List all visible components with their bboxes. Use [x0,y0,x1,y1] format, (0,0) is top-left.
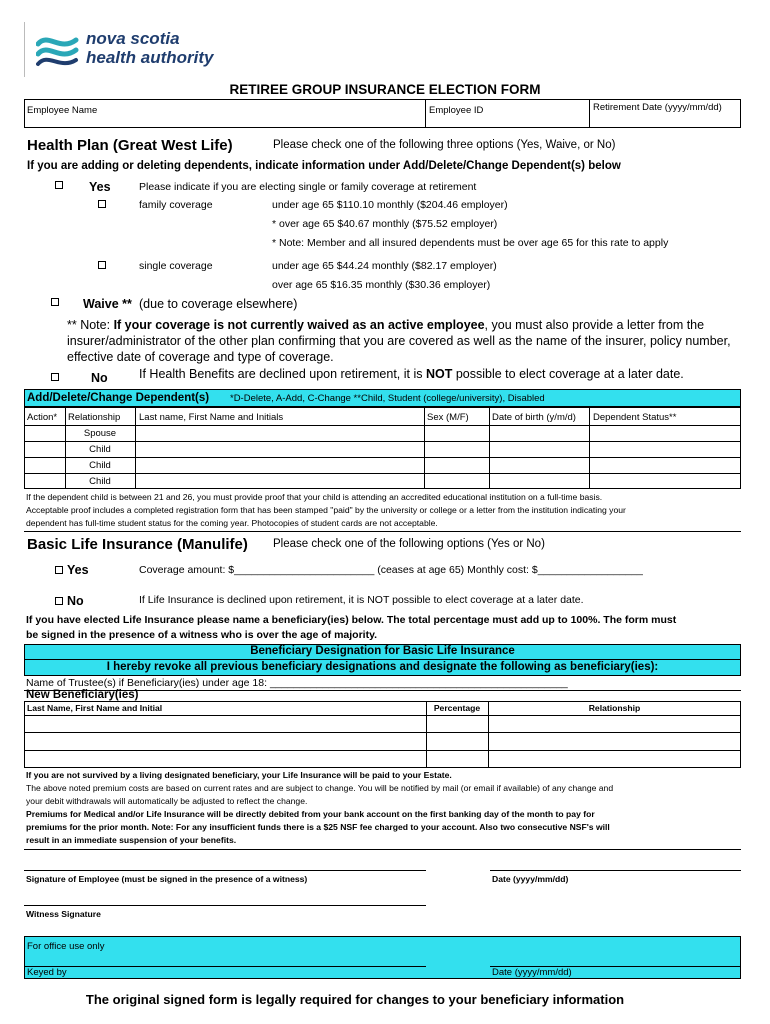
health-no-checkbox[interactable] [51,373,59,381]
dependents-footnote2: Acceptable proof includes a completed registration form that has been stamped "paid" by the university or college or a letter from the institution indicating your [26,505,626,515]
life-no-label: No [67,594,84,608]
table-row: Spouse [83,428,117,439]
beneficiary-revoke: I hereby revoke all previous beneficiary designations and designate the following as beneficiary(ies): [106,661,659,673]
employee-name-field[interactable]: Employee Name [27,105,98,116]
waive-note-prefix: ** Note: [67,318,114,332]
date-signature-line[interactable] [490,870,741,871]
logo [24,22,214,80]
life-no-checkbox[interactable] [55,597,63,605]
health-plan-heading: Health Plan (Great West Life) [27,137,233,154]
ben-col-relationship: Relationship [588,703,641,713]
divider [24,849,741,850]
dependents-footnote1: If the dependent child is between 21 and 26, you must provide proof that your child is attending an accredited educational institution on a full-time basis. [26,492,603,502]
family-coverage-checkbox[interactable] [98,200,106,208]
health-no-label: No [91,371,108,385]
col-name: Last name, First Name and Initials [139,412,284,423]
family-rate-under65: under age 65 $110.10 monthly ($204.46 employer) [272,199,508,211]
divider [24,457,741,458]
single-rate-over65: over age 65 $16.35 monthly ($30.36 employer) [272,279,491,291]
dependents-legend: *D-Delete, A-Add, C-Change **Child, Student (college/university), Disabled [230,393,545,404]
col-status: Dependent Status** [593,412,677,423]
col-action: Action* [27,412,58,423]
waive-note-line1 [67,318,704,332]
no-desc-bold: NOT [425,367,453,381]
divider [24,531,741,532]
health-plan-instruction: Please check one of the following three options (Yes, Waive, or No) [273,139,616,151]
divider [589,99,590,128]
divider [24,659,741,660]
trustee-field[interactable]: Name of Trustee(s) if Beneficiary(ies) under age 18: ___________________________________________________ [26,677,568,689]
divider [24,750,741,751]
health-waive-desc: (due to coverage elsewhere) [139,297,298,311]
divider [589,407,590,489]
table-row: Child [89,460,111,471]
dependents-footnote3: dependent has full-time student status for the coming year. Photocopies of student cards are not acceptable. [26,518,438,528]
waive-note-line2: insurer/administrator of the other plan confirming that you are covered as well as the name of the insurer, policy number, [67,334,731,348]
single-coverage-checkbox[interactable] [98,261,106,269]
health-yes-desc: Please indicate if you are electing single or family coverage at retirement [139,181,477,193]
logo-line1: nova scotia [86,29,180,48]
beneficiary-note1: If you have elected Life Insurance please name a beneficiary(ies) below. The total percentage must add up to 100%. The form must [26,614,677,626]
dependents-note: If you are adding or deleting dependents, indicate information under Add/Delete/Change Dependent(s) below [27,160,621,172]
keyed-by-line[interactable] [24,966,426,967]
employee-id-field[interactable]: Employee ID [429,105,484,116]
col-sex: Sex (M/F) [427,412,469,423]
witness-signature-label: Witness Signature [26,909,101,919]
retirement-date-field[interactable]: Retirement Date (yyyy/mm/dd) [593,102,722,113]
office-date-label: Date (yyyy/mm/dd) [492,967,572,978]
ben-col-name: Last Name, First Name and Initial [27,703,163,713]
divider [489,407,490,489]
no-desc-post: possible to elect coverage at a later date. [452,367,684,381]
debit-note1: Premiums for Medical and/or Life Insurance will be directly debited from your bank account on the first banking day of the month to pay for [26,809,595,819]
divider [24,715,741,716]
debit-note2: premiums for the prior month. Note: For any insufficient funds there is a $25 NSF fee charged to your account. Also two consecutive NSF's will [26,822,610,832]
new-beneficiary-heading: New Beneficiary(ies) [26,689,139,701]
divider [24,441,741,442]
divider [24,425,741,426]
waive-note-line3: effective date of coverage and type of coverage. [67,350,334,364]
life-heading: Basic Life Insurance (Manulife) [27,536,248,553]
employee-signature-line[interactable] [24,870,426,871]
employee-signature-label: Signature of Employee (must be signed in the presence of a witness) [26,874,308,884]
table-row: Child [89,476,111,487]
col-relationship: Relationship [68,412,121,423]
debit-note3: result in an immediate suspension of your benefits. [26,835,237,845]
single-rate-under65: under age 65 $44.24 monthly ($82.17 employer) [272,260,497,272]
health-waive-checkbox[interactable] [51,298,59,306]
life-yes-checkbox[interactable] [55,566,63,574]
no-desc-pre: If Health Benefits are declined upon retirement, it is [139,367,426,381]
family-rate-over65: * over age 65 $40.67 monthly ($75.52 employer) [272,218,498,230]
health-waive-label: Waive ** [83,297,132,311]
logo-wave-icon [36,34,86,68]
office-use-box [24,936,741,979]
table-row: Child [89,444,111,455]
divider [424,407,425,489]
dependents-heading: Add/Delete/Change Dependent(s) [27,392,210,404]
life-no-desc: If Life Insurance is declined upon retirement, it is NOT possible to elect coverage at a later date. [139,594,584,606]
signature-date-label: Date (yyyy/mm/dd) [492,874,569,884]
logo-divider [24,22,25,77]
family-rate-note: * Note: Member and all insured dependents must be over age 65 for this rate to apply [272,237,669,249]
beneficiary-heading: Beneficiary Designation for Basic Life Insurance [250,645,515,657]
keyed-by-label: Keyed by [27,967,67,978]
health-yes-label: Yes [89,180,111,194]
health-no-desc [139,367,684,381]
estate-note: If you are not survived by a living designated beneficiary, your Life Insurance will be paid to your Estate. [26,770,452,780]
premium-note1: The above noted premium costs are based on current rates and are subject to change. You will be notified by mail (or email if available) of any change and [26,783,614,793]
divider [24,732,741,733]
ben-col-percentage: Percentage [433,703,481,713]
divider [24,473,741,474]
col-dob: Date of birth (y/m/d) [492,412,576,423]
premium-note2: your debit withdrawals will automatically be adjusted to reflect the change. [26,796,308,806]
waive-note-bold: If your coverage is not currently waived as an active employee [113,318,485,332]
witness-signature-line[interactable] [24,905,426,906]
logo-line2: health authority [86,48,214,67]
life-yes-label: Yes [67,563,89,577]
office-use-heading: For office use only [27,941,105,952]
footer-notice: The original signed form is legally required for changes to your beneficiary information [85,992,625,1007]
single-coverage-label: single coverage [139,260,213,272]
divider [425,99,426,128]
beneficiary-note2: be signed in the presence of a witness who is over the age of majority. [26,629,378,641]
life-instruction: Please check one of the following options (Yes or No) [273,538,545,550]
health-yes-checkbox[interactable] [55,181,63,189]
divider [135,407,136,489]
waive-note-rest: , you must also provide a letter from the [484,318,705,332]
family-coverage-label: family coverage [139,199,213,211]
form-title: RETIREE GROUP INSURANCE ELECTION FORM [229,82,541,97]
life-coverage-line: Coverage amount: $________________________ (ceases at age 65) Monthly cost: $__________________ [139,564,643,576]
